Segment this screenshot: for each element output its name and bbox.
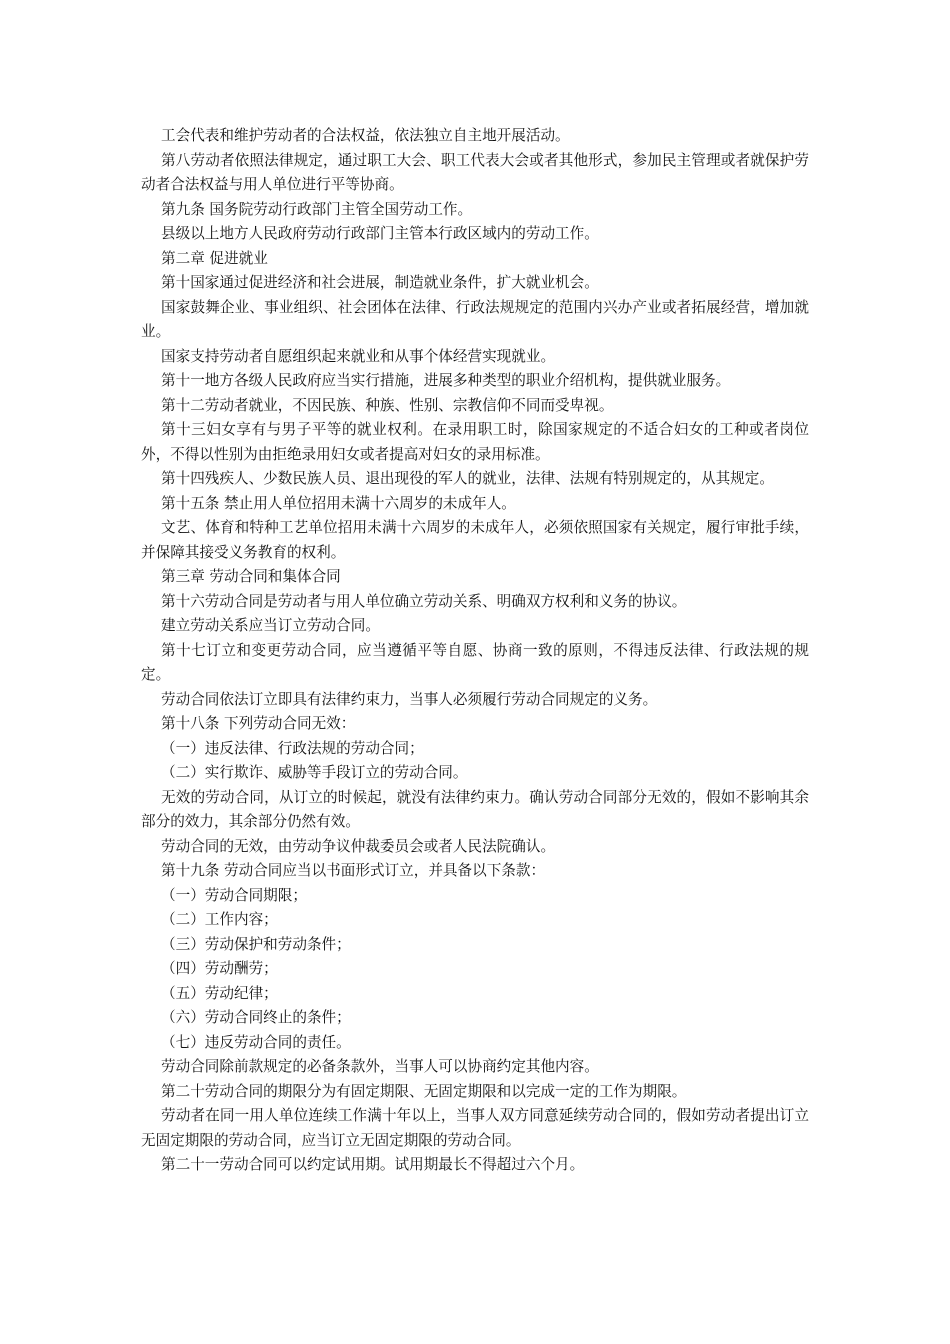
paragraph: 国家支持劳动者自愿组织起来就业和从事个体经营实现就业。 <box>161 347 556 365</box>
chapter-heading: 第二章 促进就业 <box>161 249 268 267</box>
list-item: （六）劳动合同终止的条件； <box>161 1009 351 1026</box>
paragraph: 第十四残疾人、少数民族人员、退出现役的军人的就业，法律、法规有特别规定的，从其规定。 <box>161 470 774 487</box>
list-item: （五）劳动纪律； <box>161 984 278 1002</box>
paragraph: 文艺、体育和特种工艺单位招用未满十六周岁的未成年人，必须依照国家有关规定，履行审批手续，并保障其接受义务教育的权利。 <box>141 519 809 561</box>
list-item: （三）劳动保护和劳动条件； <box>161 935 351 953</box>
paragraph: 国家鼓舞企业、事业组织、社会团体在法律、行政法规规定的范围内兴办产业或者拓展经营，增加就业。 <box>141 298 809 340</box>
paragraph: 第十五条 禁止用人单位招用未满十六周岁的未成年人。 <box>161 494 516 512</box>
document-body <box>141 124 809 1178</box>
list-item: （一）劳动合同期限； <box>161 886 307 904</box>
list-item: （一）违反法律、行政法规的劳动合同； <box>161 739 424 757</box>
paragraph: 第二十劳动合同的期限分为有固定期限、无固定期限和以完成一定的工作为期限。 <box>161 1082 687 1100</box>
paragraph: 第十三妇女享有与男子平等的就业权利。在录用职工时，除国家规定的不适合妇女的工种或者岗位外，不得以性别为由拒绝录用妇女或者提高对妇女的录用标准。 <box>141 421 809 463</box>
paragraph: 第十国家通过促进经济和社会进展，制造就业条件，扩大就业机会。 <box>161 274 599 291</box>
paragraph: 第十八条 下列劳动合同无效： <box>161 715 356 732</box>
paragraph: 第十一地方各级人民政府应当实行措施，进展多种类型的职业介绍机构，提供就业服务。 <box>161 372 731 389</box>
paragraph: 第九条 国务院劳动行政部门主管全国劳动工作。 <box>161 200 473 218</box>
paragraph: 第二十一劳动合同可以约定试用期。试用期最长不得超过六个月。 <box>161 1156 585 1173</box>
paragraph: 建立劳动关系应当订立劳动合同。 <box>161 617 380 634</box>
paragraph: 第十九条 劳动合同应当以书面形式订立，并具备以下条款： <box>161 862 546 879</box>
list-item: （四）劳动酬劳； <box>161 960 278 977</box>
paragraph: 第八劳动者依照法律规定，通过职工大会、职工代表大会或者其他形式，参加民主管理或者就保护劳动者合法权益与用人单位进行平等协商。 <box>141 151 809 193</box>
paragraph: 第十七订立和变更劳动合同，应当遵循平等自愿、协商一致的原则，不得违反法律、行政法规的规定。 <box>141 641 809 683</box>
paragraph: 县级以上地方人民政府劳动行政部门主管本行政区域内的劳动工作。 <box>161 225 599 242</box>
paragraph: 劳动合同的无效，由劳动争议仲裁委员会或者人民法院确认。 <box>161 837 556 855</box>
paragraph: 劳动合同依法订立即具有法律约束力，当事人必须履行劳动合同规定的义务。 <box>161 690 658 708</box>
paragraph: 劳动合同除前款规定的必备条款外，当事人可以协商约定其他内容。 <box>161 1058 599 1075</box>
list-item: （二）实行欺诈、威胁等手段订立的劳动合同。 <box>161 764 468 781</box>
paragraph: 无效的劳动合同，从订立的时候起，就没有法律约束力。确认劳动合同部分无效的，假如不影响其余部分的效力，其余部分仍然有效。 <box>141 788 809 830</box>
list-item: （二）工作内容； <box>161 911 278 928</box>
paragraph: 第十六劳动合同是劳动者与用人单位确立劳动关系、明确双方权利和义务的协议。 <box>161 592 687 610</box>
paragraph: 劳动者在同一用人单位连续工作满十年以上，当事人双方同意延续劳动合同的，假如劳动者提出订立无固定期限的劳动合同，应当订立无固定期限的劳动合同。 <box>141 1107 809 1149</box>
paragraph: 第十二劳动者就业，不因民族、种族、性别、宗教信仰不同而受卑视。 <box>161 396 614 414</box>
paragraph: 工会代表和维护劳动者的合法权益，依法独立自主地开展活动。 <box>161 127 570 144</box>
chapter-heading: 第三章 劳动合同和集体合同 <box>161 568 341 585</box>
list-item: （七）违反劳动合同的责任。 <box>161 1033 351 1051</box>
